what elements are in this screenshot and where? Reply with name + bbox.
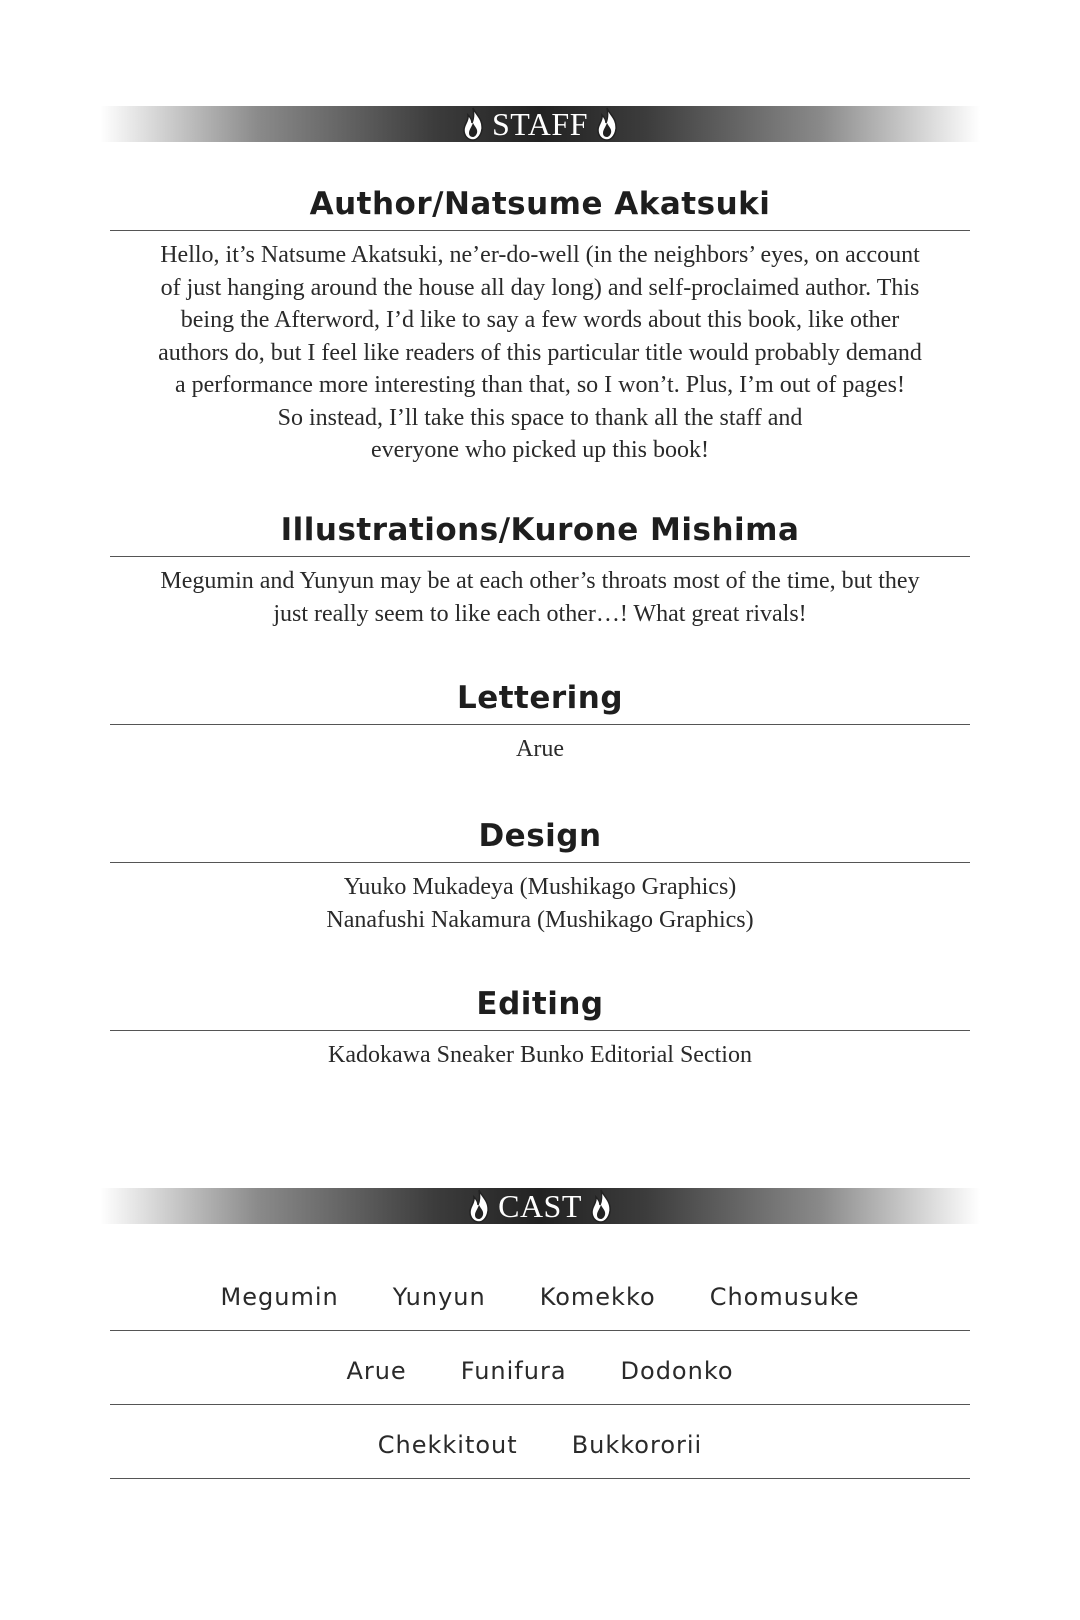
text-line: Megumin and Yunyun may be at each other’s throats most of the time, but they: [160, 568, 920, 594]
cast-name: Yunyun: [392, 1283, 486, 1311]
flame-icon: [466, 1188, 492, 1224]
cast-name: Arue: [346, 1357, 407, 1385]
text-line: Nanafushi Nakamura (Mushikago Graphics): [326, 906, 754, 933]
cast-name: Dodonko: [620, 1357, 734, 1385]
text-line: Kadokawa Sneaker Bunko Editorial Section: [328, 1042, 752, 1068]
editing-text: [110, 1039, 970, 1072]
text-line: Hello, it’s Natsume Akatsuki, ne’er-do-well (in the neighbors’ eyes, on account: [160, 242, 920, 268]
cast-name: Funifura: [460, 1357, 567, 1385]
text-line: just really seem to like each other…! What great rivals!: [273, 600, 807, 627]
cast-name: Chomusuke: [709, 1283, 860, 1311]
author-heading: Author/Natsume Akatsuki: [110, 184, 970, 231]
flame-icon: [460, 106, 486, 142]
cast-row-3: [110, 1412, 970, 1479]
lettering-text: [110, 733, 970, 766]
flame-icon: [588, 1188, 614, 1224]
illustrations-text: [110, 565, 970, 630]
cast-name: Bukkororii: [571, 1431, 703, 1459]
cast-row-2: [110, 1338, 970, 1405]
cast-name: Chekkitout: [377, 1431, 518, 1459]
author-section: [110, 184, 970, 467]
text-line: Arue: [516, 736, 564, 762]
illustrations-section: [110, 510, 970, 630]
design-heading: Design: [110, 816, 970, 863]
text-line: being the Afterword, I’d like to say a few words about this book, like other: [180, 307, 900, 333]
staff-title: STAFF: [492, 106, 588, 142]
author-text: [110, 239, 970, 467]
cast-row-1: [110, 1264, 970, 1331]
flame-icon: [594, 106, 620, 142]
text-line: So instead, I’ll take this space to thank all the staff and: [277, 404, 803, 431]
cast-name: Megumin: [220, 1283, 339, 1311]
editing-section: [110, 984, 970, 1072]
text-line: of just hanging around the house all day long) and self-proclaimed author. This: [160, 274, 920, 301]
text-line: authors do, but I feel like readers of this particular title would probably demand: [158, 339, 922, 366]
design-section: [110, 816, 970, 936]
staff-banner: [100, 106, 980, 142]
cast-banner: [100, 1188, 980, 1224]
design-text: [110, 871, 970, 936]
cast-title: CAST: [498, 1188, 582, 1224]
text-line: everyone who picked up this book!: [371, 437, 709, 463]
lettering-section: [110, 678, 970, 766]
text-line: Yuuko Mukadeya (Mushikago Graphics): [343, 874, 737, 900]
text-line: a performance more interesting than that, so I won’t. Plus, I’m out of pages!: [174, 372, 906, 398]
illustrations-heading: Illustrations/Kurone Mishima: [110, 510, 970, 557]
editing-heading: Editing: [110, 984, 970, 1031]
lettering-heading: Lettering: [110, 678, 970, 725]
cast-name: Komekko: [539, 1283, 656, 1311]
